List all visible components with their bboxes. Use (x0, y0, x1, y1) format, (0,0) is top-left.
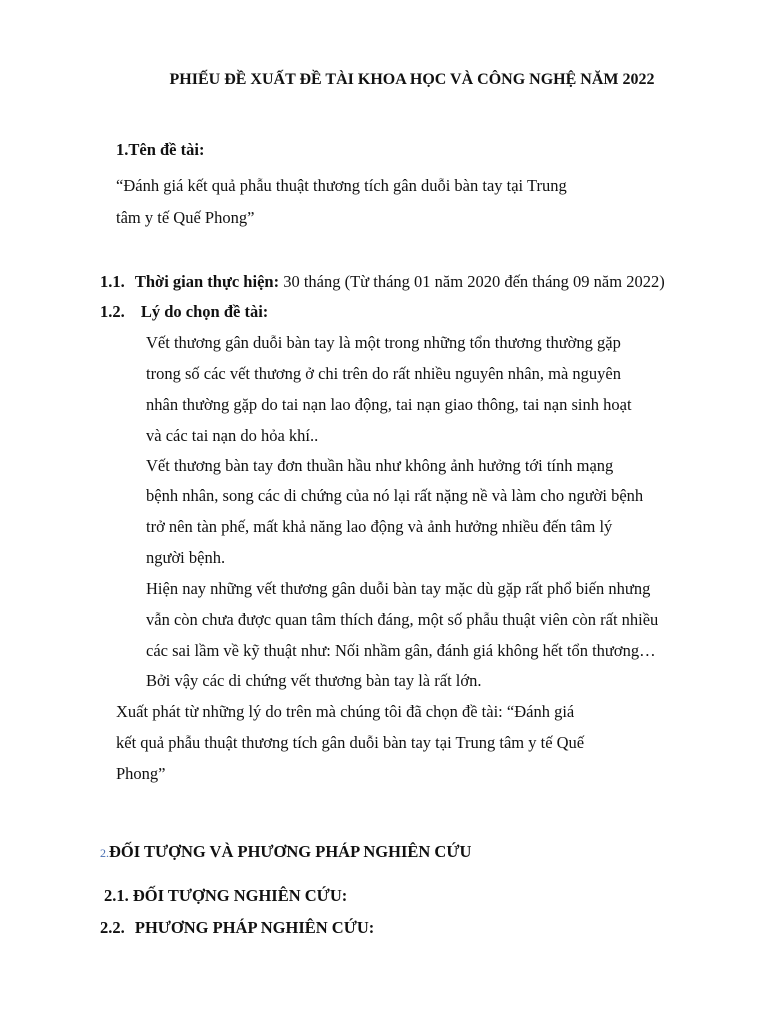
subsection-2-1: 2.1. ĐỐI TƯỢNG NGHIÊN CỨU: (104, 886, 348, 905)
topic-line-1: “Đánh giá kết quả phẫu thuật thương tích gân duỗi bàn tay tại Trung (116, 176, 567, 195)
conclusion-line-2: kết quả phẫu thuật thương tích gân duỗi bàn tay tại Trung tâm y tế Quế (116, 733, 585, 752)
subsection-2-2-label: PHƯƠNG PHÁP NGHIÊN CỨU: (134, 918, 375, 937)
item-1-1-number: 1.1. (100, 272, 125, 291)
reason-line-10: vẫn còn chưa được quan tâm thích đáng, một số phẫu thuật viên còn rất nhiều (146, 610, 659, 629)
document-title: PHIẾU ĐỀ XUẤT ĐỀ TÀI KHOA HỌC VÀ CÔNG NGHỆ NĂM 2022 (169, 71, 655, 88)
section2-title: ĐỐI TƯỢNG VÀ PHƯƠNG PHÁP NGHIÊN CỨU (109, 842, 472, 861)
item-1-1-label: Thời gian thực hiện: (134, 272, 280, 291)
reason-line-5: Vết thương bàn tay đơn thuần hầu như không ảnh hưởng tới tính mạng (146, 456, 614, 475)
reason-line-7: trở nên tàn phế, mất khả năng lao động và ảnh hưởng nhiều đến tâm lý (146, 517, 613, 536)
reason-line-4: và các tai nạn do hỏa khí.. (146, 426, 319, 445)
reason-line-11: các sai lầm về kỹ thuật như: Nối nhầm gân, đánh giá không hết tổn thương… (146, 641, 656, 660)
item-1-2 (100, 302, 268, 322)
reason-line-8: người bệnh. (146, 548, 226, 567)
subsection-2-2 (100, 918, 374, 938)
item-1-2-number: 1.2. (100, 302, 125, 321)
reason-line-9: Hiện nay những vết thương gân duỗi bàn tay mặc dù gặp rất phổ biến nhưng (146, 579, 651, 598)
conclusion-line-1: Xuất phát từ những lý do trên mà chúng tôi đã chọn đề tài: “Đánh giá (116, 702, 575, 721)
reason-line-2: trong số các vết thương ở chi trên do rất nhiều nguyên nhân, mà nguyên (146, 364, 621, 383)
reason-line-6: bệnh nhân, song các di chứng của nó lại rất nặng nề và làm cho người bệnh (146, 486, 644, 505)
reason-line-1: Vết thương gân duỗi bàn tay là một trong những tổn thương thường gặp (146, 333, 621, 352)
reason-line-3: nhân thường gặp do tai nạn lao động, tai nạn giao thông, tai nạn sinh hoạt (146, 395, 632, 414)
item-1-1-value: 30 tháng (Từ tháng 01 năm 2020 đến tháng 09 năm 2022) (279, 272, 665, 291)
item-1-2-label: Lý do chọn đề tài: (140, 302, 269, 321)
section1-heading: 1.Tên đề tài: (116, 140, 205, 159)
topic-line-2: tâm y tế Quế Phong” (116, 208, 255, 227)
reason-line-12: Bởi vậy các di chứng vết thương bàn tay là rất lớn. (146, 671, 482, 690)
conclusion-line-3: Phong” (116, 764, 166, 783)
subsection-2-2-number: 2.2. (100, 918, 125, 937)
item-1-1 (100, 272, 665, 292)
section2-heading (100, 842, 471, 863)
section2-number: 2. (100, 846, 109, 860)
